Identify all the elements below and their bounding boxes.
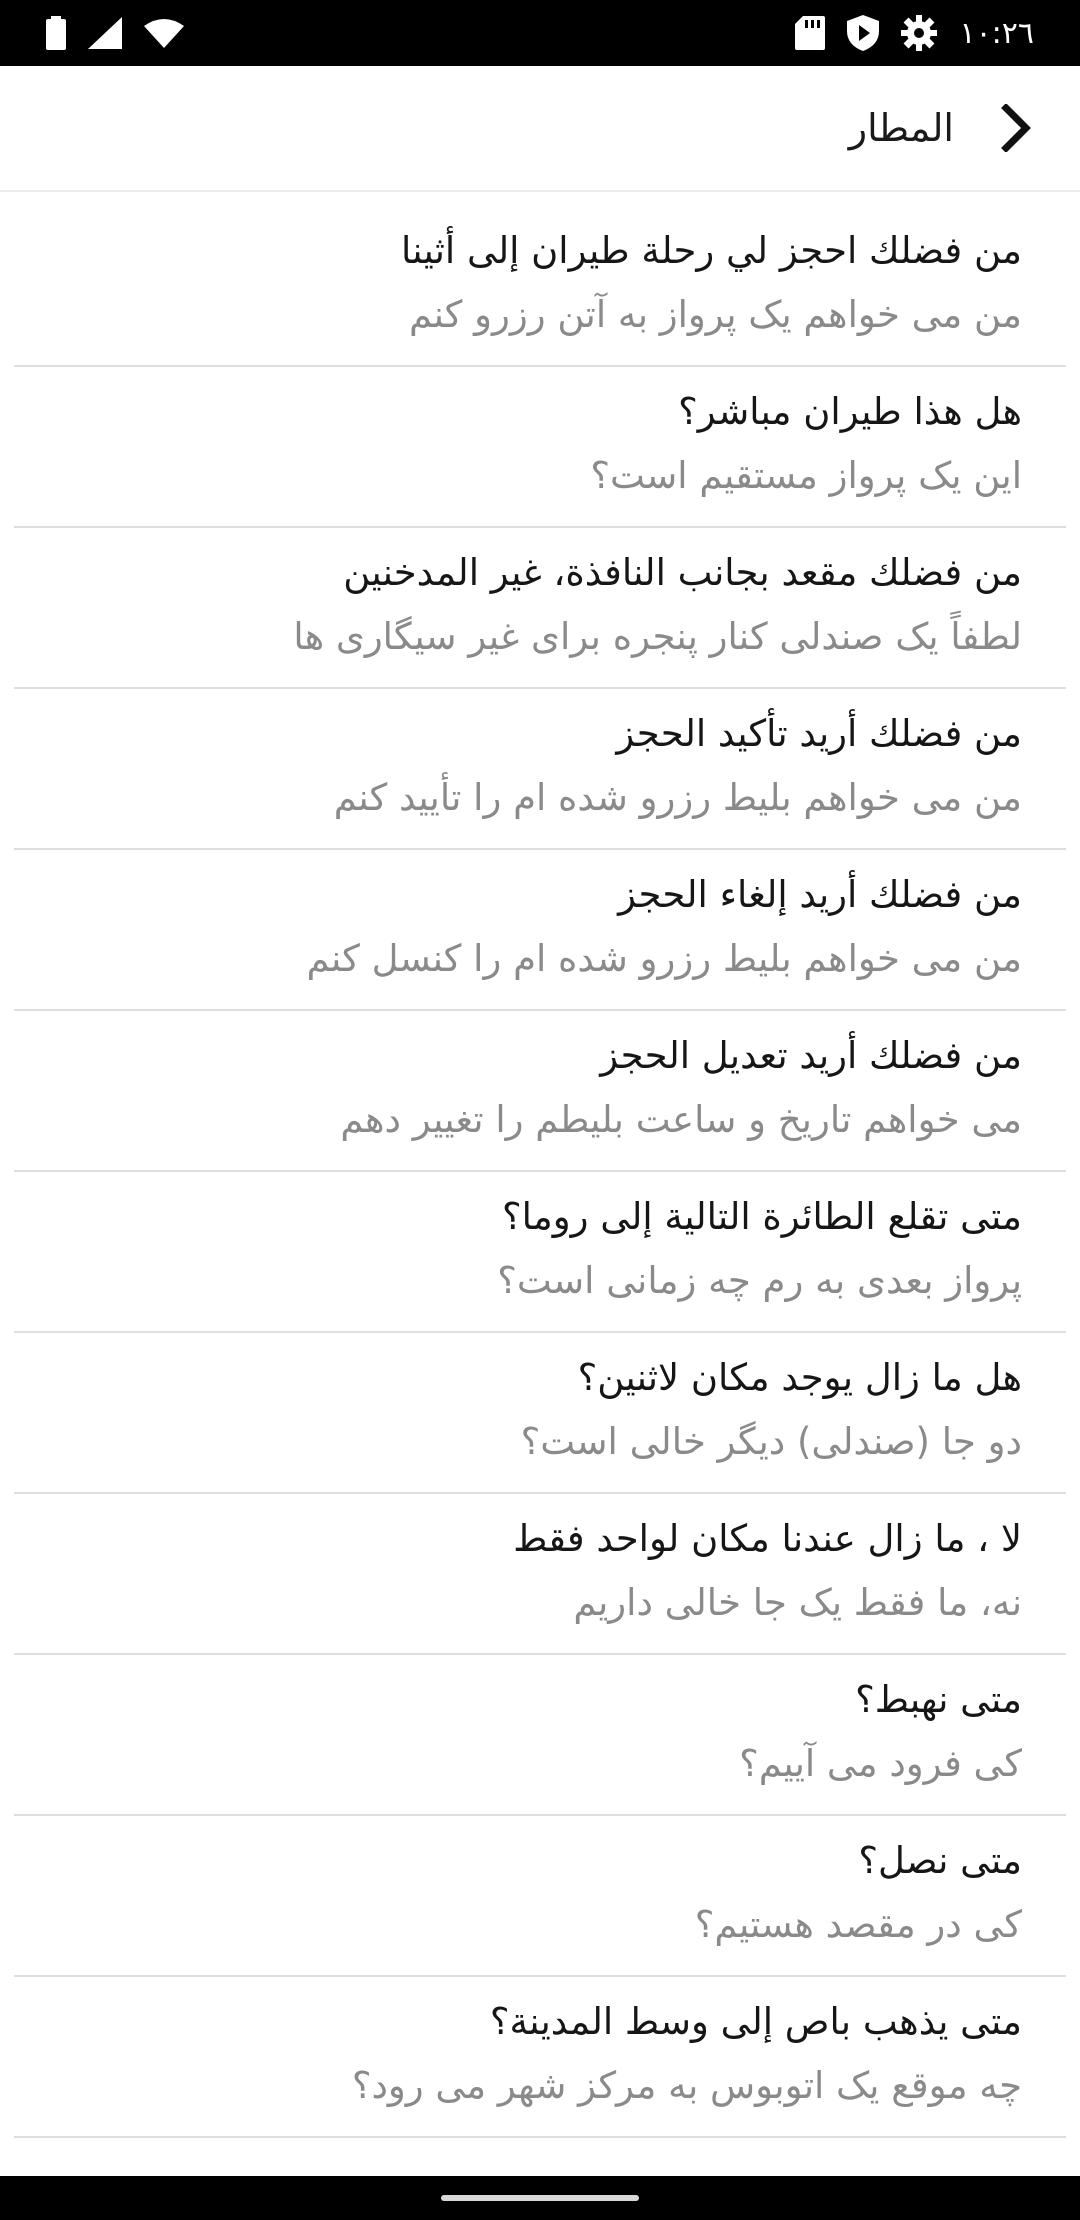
phrase-arabic: لا ، ما زال عندنا مكان لواحد فقط [513, 1517, 1022, 1560]
phrase-persian: پرواز بعدی به رم چه زمانی است؟ [497, 1259, 1022, 1302]
wifi-icon [144, 18, 184, 48]
navigation-bar [0, 2176, 1080, 2220]
play-protect-icon [847, 15, 879, 51]
phrase-persian: می خواهم تاریخ و ساعت بلیطم را تغییر دهم [340, 1098, 1022, 1141]
phrase-persian: دو جا (صندلی) دیگر خالی است؟ [520, 1420, 1022, 1463]
signal-icon [88, 17, 122, 49]
list-item[interactable] [14, 1494, 1066, 1655]
status-right [795, 15, 1034, 51]
list-item[interactable] [14, 206, 1066, 367]
phrase-persian: من می خواهم یک پرواز به آتن رزرو کنم [408, 293, 1022, 336]
phrase-persian: من می خواهم بلیط رزرو شده ام را تأیید کنم [333, 776, 1022, 819]
phrase-list [14, 206, 1066, 2174]
list-item[interactable] [14, 367, 1066, 528]
list-item[interactable] [14, 689, 1066, 850]
battery-icon [46, 16, 66, 50]
list-item[interactable] [14, 1655, 1066, 1816]
phrase-persian: لطفاً یک صندلی کنار پنجره برای غیر سیگاری ها [293, 615, 1022, 658]
phrase-arabic: متى نصل؟ [858, 1839, 1022, 1882]
phrase-persian: کی فرود می آییم؟ [739, 1742, 1022, 1785]
list-item[interactable] [14, 1333, 1066, 1494]
phrase-persian: نه، ما فقط یک جا خالی داریم [573, 1581, 1022, 1624]
list-item[interactable] [14, 1977, 1066, 2138]
status-bar [0, 0, 1080, 66]
phrase-arabic: من فضلك أريد تعديل الحجز [600, 1034, 1022, 1077]
app-bar [0, 66, 1080, 192]
settings-icon [901, 15, 937, 51]
home-indicator[interactable] [441, 2195, 639, 2201]
status-left [46, 16, 184, 50]
phrase-arabic: من فضلك أريد تأكيد الحجز [616, 712, 1022, 755]
back-button[interactable] [988, 100, 1044, 156]
phrase-arabic: من فضلك مقعد بجانب النافذة، غير المدخنين [343, 551, 1022, 594]
phrase-persian: من می خواهم بلیط رزرو شده ام را کنسل کنم [306, 937, 1022, 980]
sd-card-icon [795, 16, 825, 50]
phrase-arabic: متى تقلع الطائرة التالية إلى روما؟ [502, 1195, 1022, 1238]
list-item[interactable] [14, 850, 1066, 1011]
phrase-arabic: متى يذهب باص إلى وسط المدينة؟ [489, 2000, 1022, 2043]
phrase-arabic: من فضلك احجز لي رحلة طيران إلى أثينا [401, 229, 1022, 272]
phrase-persian: کی در مقصد هستیم؟ [694, 1903, 1022, 1946]
phrase-arabic: من فضلك أريد إلغاء الحجز [618, 873, 1022, 916]
page-title: المطار [848, 106, 954, 150]
phrase-arabic: هل هذا طيران مباشر؟ [678, 390, 1022, 433]
phrase-persian: چه موقع یک اتوبوس به مرکز شهر می رود؟ [351, 2064, 1022, 2107]
phrase-arabic: هل ما زال يوجد مكان لاثنين؟ [577, 1356, 1022, 1399]
list-item[interactable] [14, 1172, 1066, 1333]
phrase-arabic: متى نهبط؟ [855, 1678, 1022, 1721]
list-item[interactable] [14, 528, 1066, 689]
status-time: ١٠:٢٦ [959, 15, 1034, 51]
list-item[interactable] [14, 1816, 1066, 1977]
list-item[interactable] [14, 1011, 1066, 1172]
phrase-persian: این یک پرواز مستقیم است؟ [590, 454, 1022, 497]
chevron-icon [1001, 104, 1031, 152]
